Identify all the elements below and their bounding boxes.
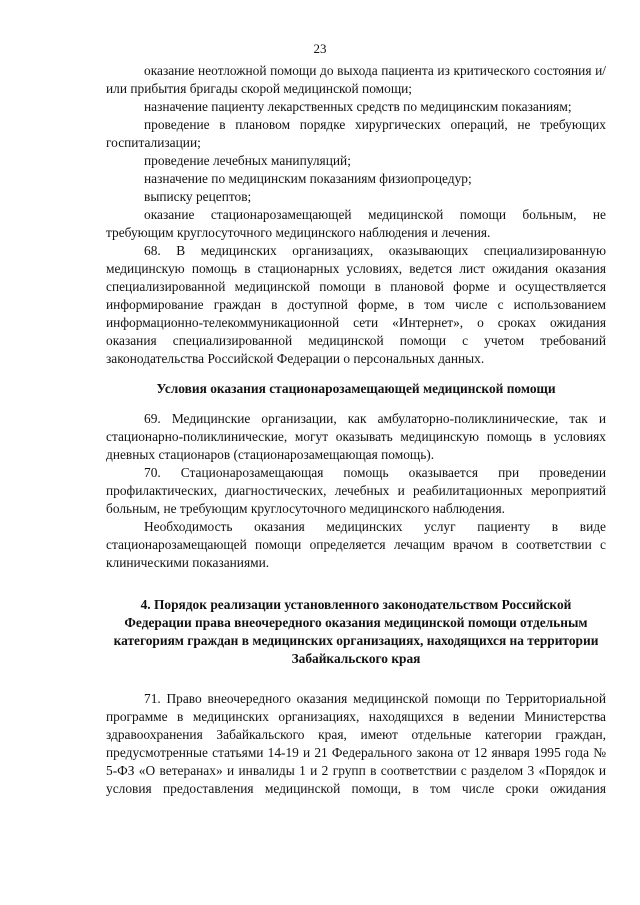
- paragraph: назначение пациенту лекарственных средств по медицинским показаниям;: [144, 99, 572, 114]
- paragraph: назначение по медицинским показаниям физиопроцедур;: [144, 171, 472, 186]
- paragraph-71: 71. Право внеочередного оказания медицинской помощи по Территориальной программе в медицинских организациях, находящихся в ведении Министерства здравоохранения Забайкальского края, имеют отдельные категории граждан, предусмотренные статьями 14-19 и 21 Федерального закона от 12 января 1995 года № 5-ФЗ «О ветеранах» и инвалиды 1 и 2 групп в соответствии с разделом 3 «Порядок и условия предоставления медицинской помощи, в том числе сроки ожидания: [106, 691, 606, 796]
- page-number: 23: [313, 41, 327, 56]
- paragraph-69: 69. Медицинские организации, как амбулаторно-поликлинические, так и стационарно-поликлинические, могут оказывать медицинскую помощь в условиях дневных стационаров (стационарозамещающая помощь).: [106, 411, 606, 462]
- paragraph: оказание стационарозамещающей медицинской помощи больным, не требующим круглосуточного медицинского наблюдения и лечения.: [106, 207, 606, 240]
- paragraph: оказание неотложной помощи до выхода пациента из критического состояния и/или прибытия бригады скорой медицинской помощи;: [106, 63, 606, 96]
- section-heading: Условия оказания стационарозамещающей медицинской помощи: [156, 381, 556, 396]
- paragraph: Необходимость оказания медицинских услуг пациенту в виде стационарозамещающей помощи определяется лечащим врачом в соответствии с клиническими показаниями.: [106, 519, 606, 570]
- paragraph: проведение в плановом порядке хирургических операций, не требующих госпитализации;: [106, 117, 606, 150]
- chapter-heading: 4. Порядок реализации установленного законодательством Российской Федерации права внеочередного оказания медицинской помощи отдельным категориям граждан в медицинских организациях, находящихся на территории Забайкальского края: [113, 597, 599, 666]
- paragraph: выписку рецептов;: [144, 189, 252, 204]
- page-content: [106, 62, 606, 798]
- paragraph-70: 70. Стационарозамещающая помощь оказывается при проведении профилактических, диагностических, лечебных и реабилитационных мероприятий больным, не требующим круглосуточного медицинского наблюдения.: [106, 465, 606, 516]
- paragraph: проведение лечебных манипуляций;: [144, 153, 351, 168]
- paragraph-68: 68. В медицинских организациях, оказывающих специализированную медицинскую помощь в стационарных условиях, ведется лист ожидания оказания специализированной медицинской помощи в плановой форме и осуществляется информирование граждан в доступной форме, в том числе с использованием информационно-телекоммуникационной сети «Интернет», о сроках ожидания оказания специализированной медицинской помощи с учетом требований законодательства Российской Федерации о персональных данных.: [106, 243, 606, 366]
